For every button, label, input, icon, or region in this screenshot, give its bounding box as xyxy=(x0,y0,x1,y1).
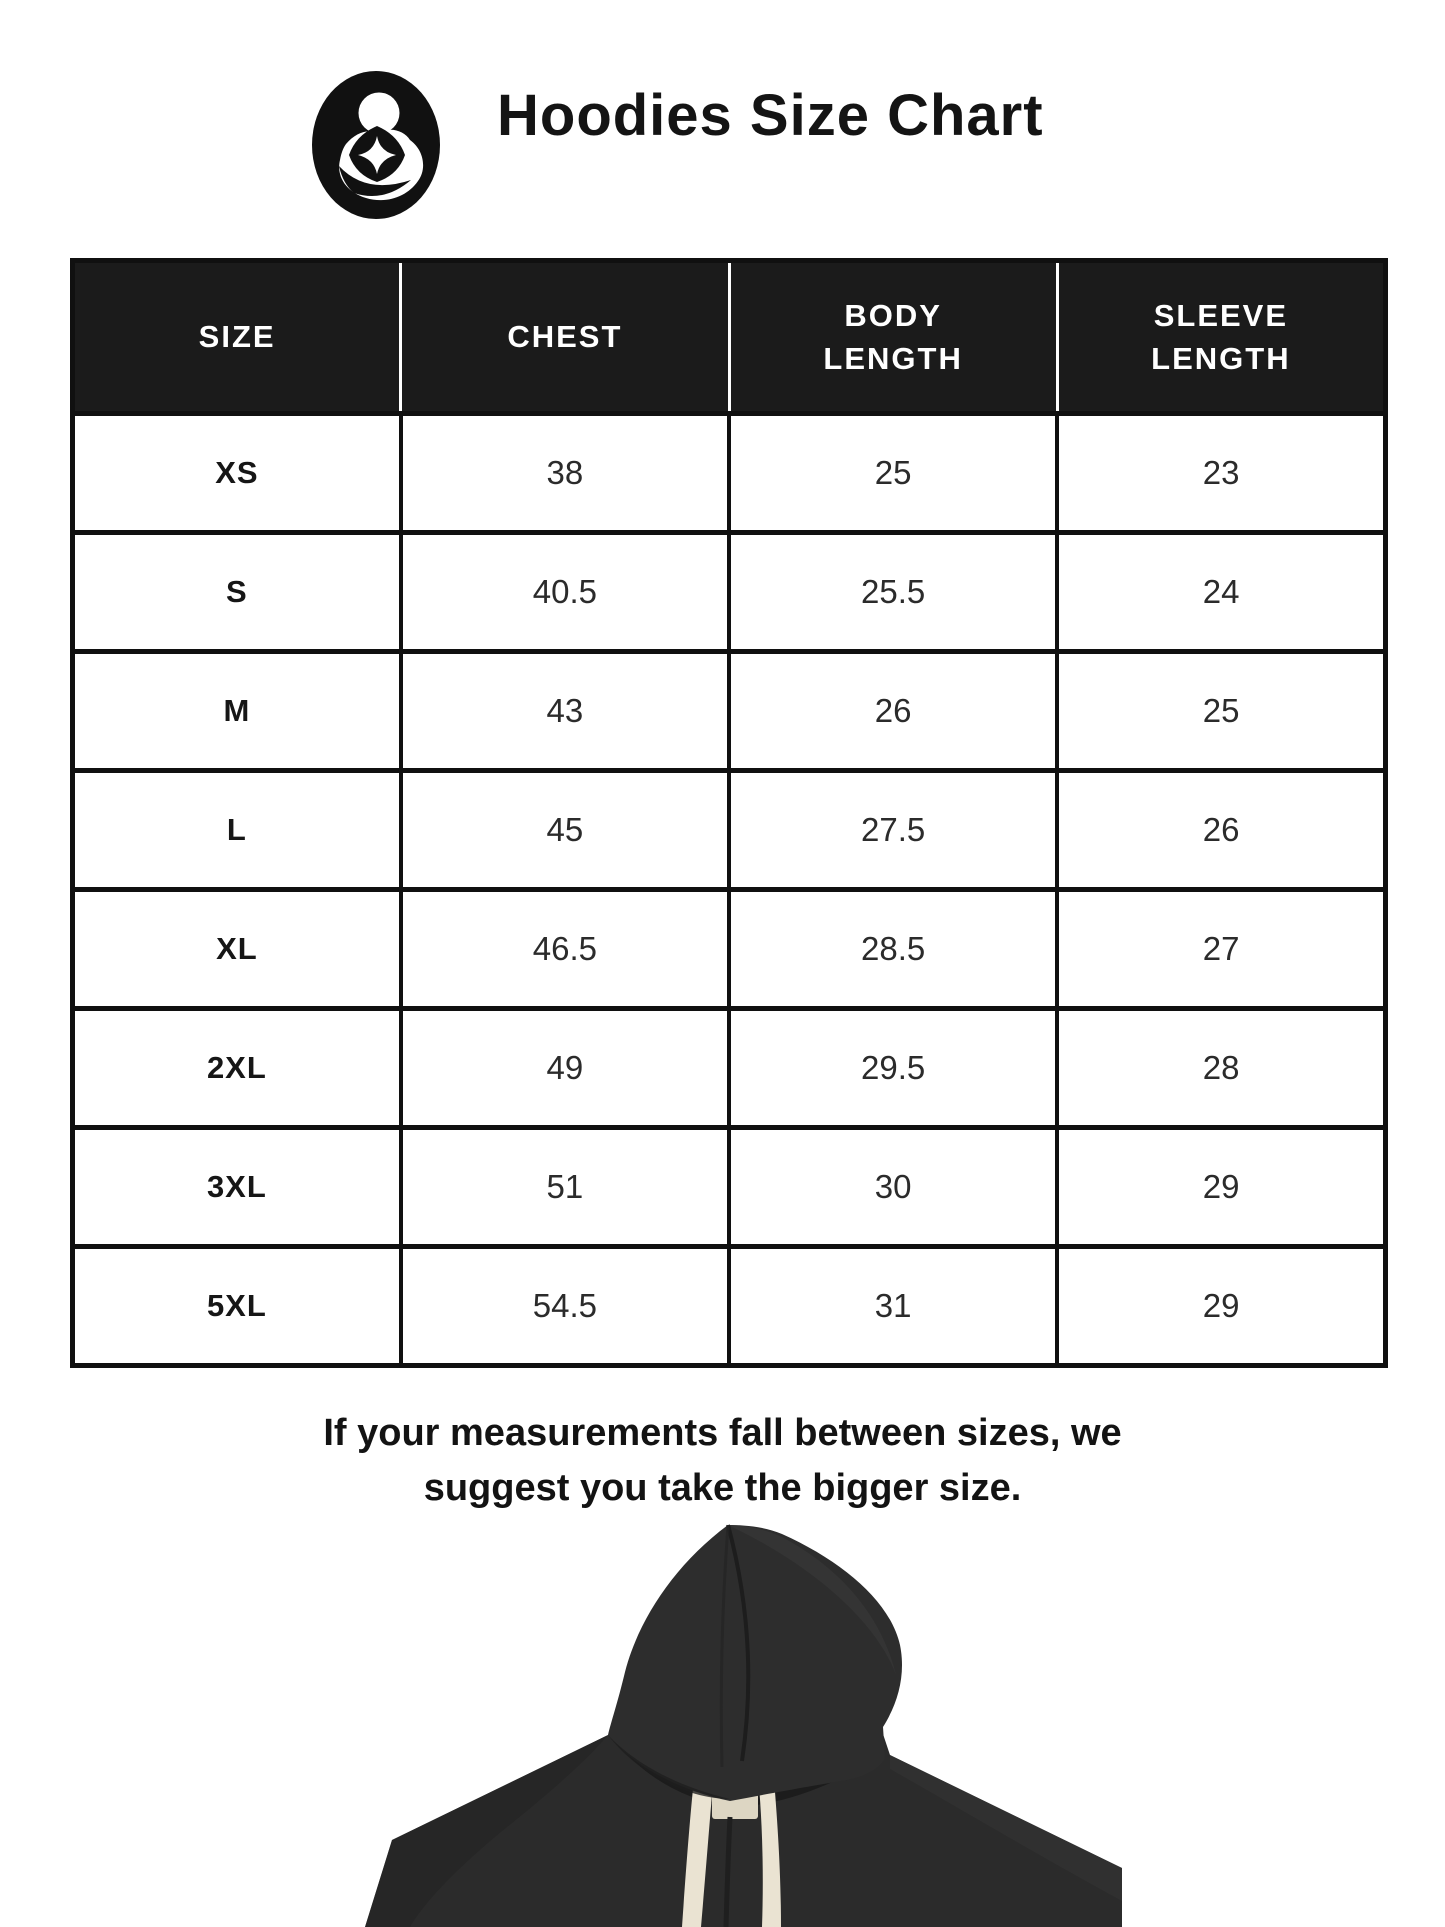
note-line: If your measurements fall between sizes, we xyxy=(323,1412,1122,1454)
size-cell: XL xyxy=(73,890,401,1009)
sleeve-length-cell: 29 xyxy=(1057,1247,1385,1366)
col-header-body-length: BODY LENGTH xyxy=(729,261,1057,414)
chest-cell: 40.5 xyxy=(401,533,729,652)
table-row xyxy=(73,890,1386,1009)
sleeve-length-cell: 24 xyxy=(1057,533,1385,652)
page-title: Hoodies Size Chart xyxy=(497,83,1044,148)
chest-cell: 46.5 xyxy=(401,890,729,1009)
sleeve-length-cell: 25 xyxy=(1057,652,1385,771)
col-header-chest xyxy=(401,261,729,414)
size-cell: M xyxy=(73,652,401,771)
table-row xyxy=(73,1128,1386,1247)
sleeve-length-cell: 28 xyxy=(1057,1009,1385,1128)
chest-cell: 49 xyxy=(401,1009,729,1128)
col-header-size xyxy=(73,261,401,414)
table-row xyxy=(73,533,1386,652)
table-header-row xyxy=(73,261,1386,414)
size-cell: 3XL xyxy=(73,1128,401,1247)
col-header-label: BODY xyxy=(844,297,942,333)
body-length-cell: 31 xyxy=(729,1247,1057,1366)
table-row xyxy=(73,652,1386,771)
size-cell: 2XL xyxy=(73,1009,401,1128)
size-cell: XS xyxy=(73,414,401,533)
body-length-cell: 26 xyxy=(729,652,1057,771)
chest-cell: 38 xyxy=(401,414,729,533)
chest-cell: 51 xyxy=(401,1128,729,1247)
size-cell: S xyxy=(73,533,401,652)
sleeve-length-cell: 26 xyxy=(1057,771,1385,890)
chest-cell: 54.5 xyxy=(401,1247,729,1366)
body-length-cell: 27.5 xyxy=(729,771,1057,890)
table-row xyxy=(73,771,1386,890)
body-length-cell: 25.5 xyxy=(729,533,1057,652)
col-header-sleeve-length: SLEEVE LENGTH xyxy=(1057,261,1385,414)
chest-cell: 45 xyxy=(401,771,729,890)
sizing-note xyxy=(0,1406,1445,1516)
body-length-cell: 29.5 xyxy=(729,1009,1057,1128)
table-row xyxy=(73,414,1386,533)
body-length-cell: 30 xyxy=(729,1128,1057,1247)
col-header-label: CHEST xyxy=(507,319,623,355)
table-row xyxy=(73,1247,1386,1366)
note-line: suggest you take the bigger size. xyxy=(423,1467,1022,1510)
sleeve-length-cell: 29 xyxy=(1057,1128,1385,1247)
col-header-label: SIZE xyxy=(198,319,276,355)
body-length-cell: 28.5 xyxy=(729,890,1057,1009)
col-header-label: SLEEVE xyxy=(1153,297,1289,333)
size-cell: 5XL xyxy=(73,1247,401,1366)
size-cell: L xyxy=(73,771,401,890)
chest-cell: 43 xyxy=(401,652,729,771)
sleeve-length-cell: 23 xyxy=(1057,414,1385,533)
body-length-cell: 25 xyxy=(729,414,1057,533)
mother-and-child-logo-icon xyxy=(306,66,446,224)
table-row xyxy=(73,1009,1386,1128)
sleeve-length-cell: 27 xyxy=(1057,890,1385,1009)
size-table xyxy=(70,258,1388,1368)
black-hoodie-photo xyxy=(322,1517,1122,1927)
